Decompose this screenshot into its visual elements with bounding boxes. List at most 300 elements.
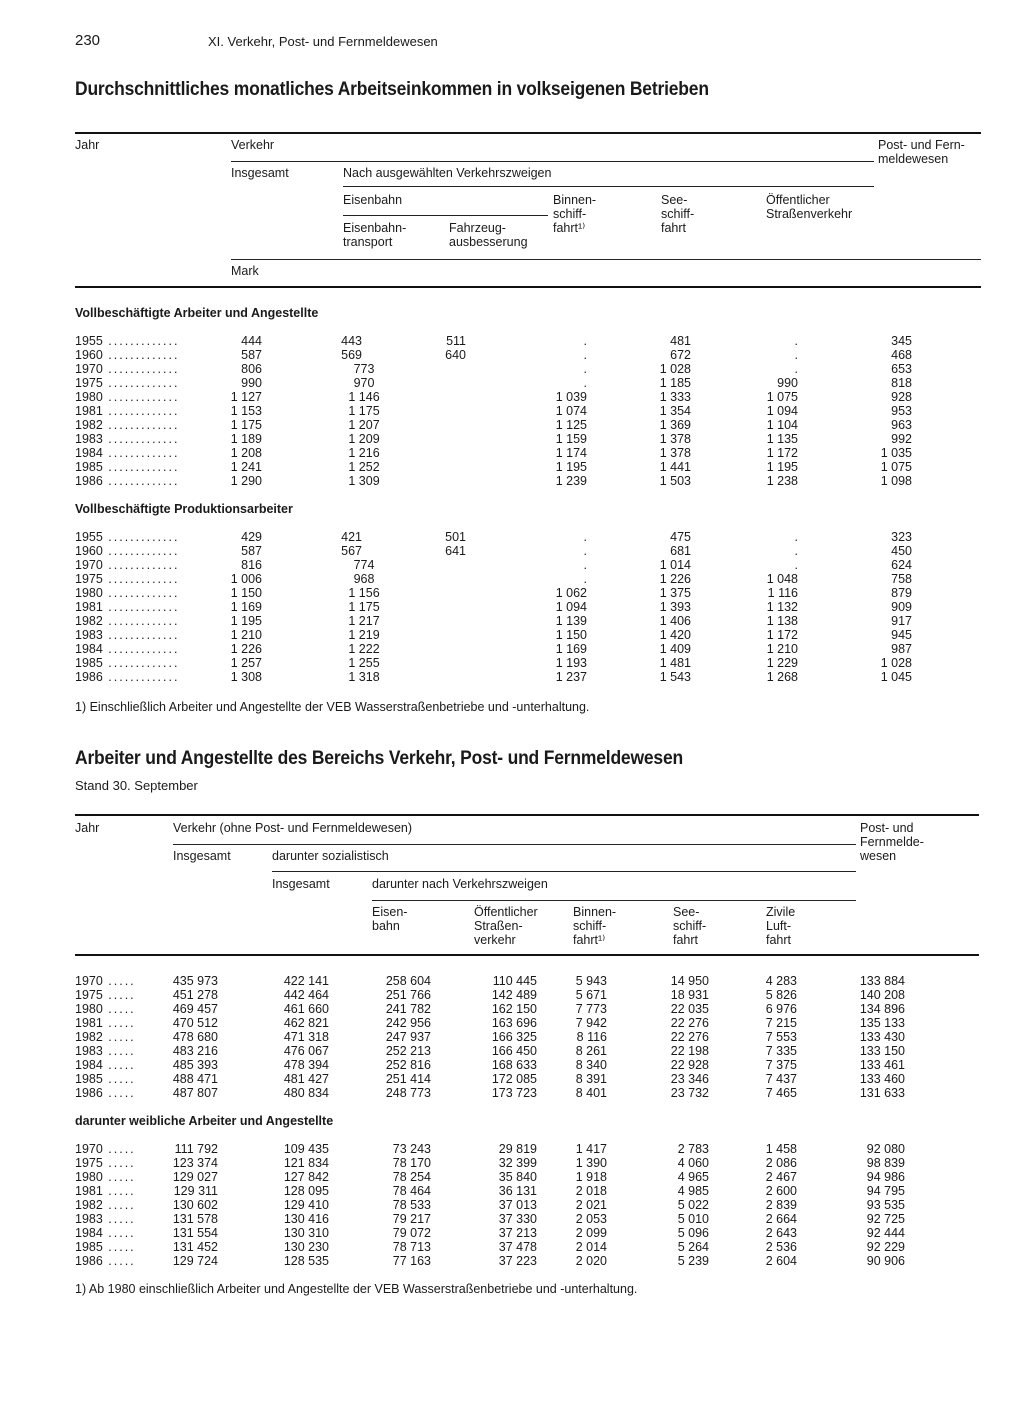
post-fernmelde-cell: 345 <box>891 334 912 348</box>
year-cell: 1981 ............. <box>75 600 180 614</box>
t1-rule-nach <box>343 186 874 187</box>
seeschiffahrt-cell: 4 985 <box>677 1184 709 1198</box>
seeschiffahrt-cell: 23 732 <box>670 1086 709 1100</box>
table-row <box>75 404 912 418</box>
insgesamt-cell: 1 226 <box>230 642 262 656</box>
strassenverkehr-cell: 1 238 <box>766 474 798 488</box>
post-fernmelde-cell: 133 461 <box>859 1058 905 1072</box>
strassenverkehr-cell: 32 399 <box>498 1156 537 1170</box>
leader-dots: ............. <box>102 362 180 376</box>
insgesamt-cell: 131 554 <box>172 1226 218 1240</box>
eisenbahn-merged-cell: 1 255 <box>348 656 380 670</box>
strassenverkehr-cell: 166 325 <box>491 1030 537 1044</box>
table-row <box>75 446 912 460</box>
binnenschiffahrt-cell: 1 918 <box>575 1170 607 1184</box>
insgesamt-cell: 444 <box>241 334 262 348</box>
eisenbahn-merged-cell: 774 <box>353 558 375 572</box>
seeschiffahrt-cell: 4 060 <box>677 1156 709 1170</box>
table-row <box>75 432 912 446</box>
eisenbahn-merged-cell: 1 146 <box>348 390 380 404</box>
eisenbahn-merged-cell: 968 <box>353 572 375 586</box>
post-fernmelde-cell: 468 <box>891 348 912 362</box>
post-fernmelde-cell: 94 986 <box>866 1170 905 1184</box>
seeschiffahrt-cell: 1 406 <box>659 614 691 628</box>
eisenbahn-merged-cell: 1 216 <box>348 446 380 460</box>
t1-head-insgesamt: Insgesamt <box>231 166 289 180</box>
binnenschiffahrt-cell: 8 116 <box>576 1030 607 1044</box>
year-cell: 1983 ............. <box>75 628 180 642</box>
seeschiffahrt-cell: 1 028 <box>659 362 691 376</box>
sozialistisch-cell: 442 464 <box>283 988 329 1002</box>
seeschiffahrt-cell: 1 333 <box>659 390 691 404</box>
table-row <box>75 1226 905 1240</box>
post-fernmelde-cell: 92 444 <box>866 1226 905 1240</box>
post-fernmelde-cell: 135 133 <box>859 1016 905 1030</box>
table-row <box>75 656 912 670</box>
leader-dots: ............. <box>102 586 180 600</box>
seeschiffahrt-cell: 22 276 <box>670 1016 709 1030</box>
post-fernmelde-cell: 140 208 <box>859 988 905 1002</box>
leader-dots: ............. <box>102 474 180 488</box>
t1-header-bottom-rule <box>75 286 981 288</box>
binnenschiffahrt-cell: 1 139 <box>555 614 587 628</box>
leader-dots: ..... <box>102 1170 136 1184</box>
eisenbahn-merged-cell: 1 207 <box>348 418 380 432</box>
leader-dots: ..... <box>102 1086 136 1100</box>
insgesamt-cell: 1 308 <box>230 670 262 684</box>
year-cell: 1986 ..... <box>75 1086 136 1100</box>
post-fernmelde-cell: 758 <box>891 572 912 586</box>
leader-dots: ............. <box>102 348 180 362</box>
insgesamt-cell: 1 257 <box>230 656 262 670</box>
t2-section-label: darunter weibliche Arbeiter und Angestellte <box>75 1114 334 1128</box>
leader-dots: ............. <box>102 376 180 390</box>
leader-dots: ..... <box>102 988 136 1002</box>
leader-dots: ............. <box>102 544 180 558</box>
insgesamt-cell: 435 973 <box>172 974 218 988</box>
eisenbahn-cell: 73 243 <box>392 1142 431 1156</box>
eisenbahn-merged-cell: 1 222 <box>348 642 380 656</box>
table-row <box>75 376 912 390</box>
year-cell: 1970 ............. <box>75 558 180 572</box>
strassenverkehr-cell: 1 132 <box>766 600 798 614</box>
post-fernmelde-cell: 879 <box>891 586 912 600</box>
year-cell: 1970 ..... <box>75 1142 136 1156</box>
year-cell: 1984 ..... <box>75 1058 136 1072</box>
year-cell: 1986 ............. <box>75 670 180 684</box>
t2-head-see: See- schiff- fahrt <box>673 905 707 947</box>
year-cell: 1981 ..... <box>75 1016 136 1030</box>
t1-data-table <box>75 334 912 488</box>
seeschiffahrt-cell: 22 198 <box>670 1044 709 1058</box>
sozialistisch-cell: 422 141 <box>283 974 329 988</box>
strassenverkehr-cell: 37 223 <box>498 1254 537 1268</box>
post-fernmelde-cell: 945 <box>891 628 912 642</box>
binnenschiffahrt-cell: . <box>583 376 587 390</box>
binnenschiffahrt-cell: 1 094 <box>555 600 587 614</box>
t2-header-bottom-rule <box>75 954 979 956</box>
strassenverkehr-cell: 29 819 <box>498 1142 537 1156</box>
t1-head-nach: Nach ausgewählten Verkehrszweigen <box>343 166 552 180</box>
post-fernmelde-cell: 133 884 <box>859 974 905 988</box>
post-fernmelde-cell: 1 045 <box>880 670 912 684</box>
insgesamt-cell: 470 512 <box>172 1016 218 1030</box>
seeschiffahrt-cell: 5 022 <box>677 1198 709 1212</box>
leader-dots: ............. <box>102 334 180 348</box>
strassenverkehr-cell: 110 445 <box>492 974 537 988</box>
insgesamt-cell: 1 195 <box>230 614 262 628</box>
strassenverkehr-cell: 1 268 <box>766 670 798 684</box>
t1-rule-eisenbahn <box>343 215 548 216</box>
t2-head-eisenbahn: Eisen- bahn <box>372 905 408 933</box>
binnenschiffahrt-cell: 1 159 <box>555 432 587 446</box>
eisenbahn-cell: 248 773 <box>385 1086 431 1100</box>
table-row <box>75 474 912 488</box>
luftfahrt-cell: 7 465 <box>765 1086 797 1100</box>
luftfahrt-cell: 2 839 <box>765 1198 797 1212</box>
table2-title: Arbeiter und Angestellte des Bereichs Verkehr, Post- und Fernmeldewesen <box>75 748 683 769</box>
table-row <box>75 362 912 376</box>
insgesamt-cell: 129 311 <box>173 1184 218 1198</box>
strassenverkehr-cell: 1 172 <box>766 446 798 460</box>
year-cell: 1981 ..... <box>75 1184 136 1198</box>
binnenschiffahrt-cell: 8 261 <box>575 1044 607 1058</box>
t2-head-luft: Zivile Luft- fahrt <box>766 905 796 947</box>
post-fernmelde-cell: 133 430 <box>859 1030 905 1044</box>
insgesamt-cell: 1 290 <box>230 474 262 488</box>
strassenverkehr-cell: 1 229 <box>766 656 798 670</box>
luftfahrt-cell: 7 335 <box>765 1044 797 1058</box>
eisenbahn-cell: 78 713 <box>392 1240 431 1254</box>
eisenbahn-merged-cell: 970 <box>353 376 375 390</box>
table-row <box>75 670 912 684</box>
post-fernmelde-cell: 94 795 <box>866 1184 905 1198</box>
table1-title: Durchschnittliches monatliches Arbeitseinkommen in volkseigenen Betrieben <box>75 79 709 100</box>
post-fernmelde-cell: 928 <box>891 390 912 404</box>
insgesamt-cell: 1 189 <box>230 432 262 446</box>
year-cell: 1970 ............. <box>75 362 180 376</box>
year-cell: 1981 ............. <box>75 404 180 418</box>
insgesamt-cell: 130 602 <box>172 1198 218 1212</box>
post-fernmelde-cell: 323 <box>891 530 912 544</box>
binnenschiffahrt-cell: . <box>583 334 587 348</box>
table-row <box>75 600 912 614</box>
year-cell: 1970 ..... <box>75 974 136 988</box>
seeschiffahrt-cell: 23 346 <box>670 1072 709 1086</box>
binnenschiffahrt-cell: 1 239 <box>555 474 587 488</box>
seeschiffahrt-cell: 1 375 <box>659 586 691 600</box>
strassenverkehr-cell: . <box>794 362 798 376</box>
seeschiffahrt-cell: 1 378 <box>659 446 691 460</box>
year-cell: 1975 ............. <box>75 572 180 586</box>
post-fernmelde-cell: 131 633 <box>859 1086 905 1100</box>
post-fernmelde-cell: 818 <box>891 376 912 390</box>
year-cell: 1985 ..... <box>75 1240 136 1254</box>
table-row <box>75 460 912 474</box>
t1-data-table <box>75 530 912 684</box>
eisenbahn-merged-cell: 1 175 <box>348 600 380 614</box>
eisenbahn-merged-cell: 1 219 <box>348 628 380 642</box>
luftfahrt-cell: 2 086 <box>765 1156 797 1170</box>
year-cell: 1984 ............. <box>75 642 180 656</box>
sozialistisch-cell: 129 410 <box>283 1198 329 1212</box>
insgesamt-cell: 587 <box>241 348 262 362</box>
post-fernmelde-cell: 93 535 <box>866 1198 905 1212</box>
table1-top-rule <box>75 132 981 134</box>
binnenschiffahrt-cell: 5 671 <box>575 988 607 1002</box>
seeschiffahrt-cell: 18 931 <box>670 988 709 1002</box>
t1-section-label: Vollbeschäftigte Produktionsarbeiter <box>75 502 293 516</box>
table-row <box>75 1212 905 1226</box>
leader-dots: ..... <box>102 1226 136 1240</box>
eisenbahn-cell: 251 766 <box>385 988 431 1002</box>
strassenverkehr-cell: 37 213 <box>498 1226 537 1240</box>
eisenbahn-cell: 242 956 <box>385 1016 431 1030</box>
eisenbahn-merged-cell: 773 <box>353 362 375 376</box>
post-fernmelde-cell: 653 <box>891 362 912 376</box>
binnenschiffahrt-cell: . <box>583 544 587 558</box>
t2-rule-soz <box>272 871 856 872</box>
leader-dots: ..... <box>102 1030 136 1044</box>
seeschiffahrt-cell: 22 035 <box>670 1002 709 1016</box>
seeschiffahrt-cell: 1 185 <box>659 376 691 390</box>
table-row <box>75 390 912 404</box>
sozialistisch-cell: 478 394 <box>283 1058 329 1072</box>
table-row <box>75 558 912 572</box>
t2-head-jahr: Jahr <box>75 821 100 835</box>
insgesamt-cell: 1 169 <box>230 600 262 614</box>
post-fernmelde-cell: 90 906 <box>866 1254 905 1268</box>
table-row <box>75 572 912 586</box>
table-row <box>75 1254 905 1268</box>
seeschiffahrt-cell: 5 096 <box>677 1226 709 1240</box>
binnenschiffahrt-cell: 1 417 <box>575 1142 607 1156</box>
t2-head-insgesamt2: Insgesamt <box>272 877 330 891</box>
sozialistisch-cell: 130 416 <box>283 1212 329 1226</box>
table-row <box>75 1002 905 1016</box>
sozialistisch-cell: 121 834 <box>283 1156 329 1170</box>
strassenverkehr-cell: 1 116 <box>767 586 798 600</box>
leader-dots: ............. <box>102 614 180 628</box>
sozialistisch-cell: 128 535 <box>283 1254 329 1268</box>
leader-dots: ..... <box>102 1044 136 1058</box>
eisenbahntransport-cell: 569 <box>341 348 362 362</box>
sozialistisch-cell: 480 834 <box>283 1086 329 1100</box>
luftfahrt-cell: 2 604 <box>765 1254 797 1268</box>
luftfahrt-cell: 2 536 <box>765 1240 797 1254</box>
insgesamt-cell: 1 210 <box>230 628 262 642</box>
post-fernmelde-cell: 92 725 <box>866 1212 905 1226</box>
leader-dots: ............. <box>102 642 180 656</box>
eisenbahn-cell: 241 782 <box>385 1002 431 1016</box>
binnenschiffahrt-cell: 1 074 <box>555 404 587 418</box>
insgesamt-cell: 816 <box>241 558 262 572</box>
insgesamt-cell: 451 278 <box>172 988 218 1002</box>
post-fernmelde-cell: 92 229 <box>866 1240 905 1254</box>
eisenbahn-cell: 252 213 <box>385 1044 431 1058</box>
binnenschiffahrt-cell: 2 053 <box>575 1212 607 1226</box>
luftfahrt-cell: 2 664 <box>765 1212 797 1226</box>
t1-footnote: 1) Einschließlich Arbeiter und Angestellte der VEB Wasserstraßenbetriebe und -unterhaltung. <box>75 700 590 714</box>
sozialistisch-cell: 461 660 <box>283 1002 329 1016</box>
binnenschiffahrt-cell: 5 943 <box>575 974 607 988</box>
table-row <box>75 988 905 1002</box>
seeschiffahrt-cell: 14 950 <box>670 974 709 988</box>
t2-head-verkehr: Verkehr (ohne Post- und Fernmeldewesen) <box>173 821 413 835</box>
seeschiffahrt-cell: 22 276 <box>670 1030 709 1044</box>
t1-head-post: Post- und Fern- meldewesen <box>878 138 965 166</box>
seeschiffahrt-cell: 1 378 <box>659 432 691 446</box>
seeschiffahrt-cell: 4 965 <box>677 1170 709 1184</box>
post-fernmelde-cell: 133 150 <box>859 1044 905 1058</box>
fahrzeugausbesserung-cell: 501 <box>445 530 466 544</box>
eisenbahn-merged-cell: 1 309 <box>348 474 380 488</box>
leader-dots: ..... <box>102 1198 136 1212</box>
post-fernmelde-cell: 917 <box>891 614 912 628</box>
leader-dots: ............. <box>102 656 180 670</box>
insgesamt-cell: 990 <box>241 376 262 390</box>
insgesamt-cell: 469 457 <box>172 1002 218 1016</box>
table2-top-rule <box>75 814 979 816</box>
strassenverkehr-cell: . <box>794 544 798 558</box>
eisenbahntransport-cell: 567 <box>341 544 362 558</box>
strassenverkehr-cell: 166 450 <box>491 1044 537 1058</box>
eisenbahn-merged-cell: 1 175 <box>348 404 380 418</box>
insgesamt-cell: 129 724 <box>172 1254 218 1268</box>
leader-dots: ............. <box>102 446 180 460</box>
chapter-heading: XI. Verkehr, Post- und Fernmeldewesen <box>208 34 438 49</box>
binnenschiffahrt-cell: 1 390 <box>575 1156 607 1170</box>
post-fernmelde-cell: 987 <box>891 642 912 656</box>
luftfahrt-cell: 2 600 <box>765 1184 797 1198</box>
t2-head-insgesamt: Insgesamt <box>173 849 231 863</box>
strassenverkehr-cell: 1 135 <box>766 432 798 446</box>
year-cell: 1980 ............. <box>75 586 180 600</box>
eisenbahntransport-cell: 421 <box>341 530 362 544</box>
binnenschiffahrt-cell: 8 401 <box>575 1086 607 1100</box>
eisenbahn-merged-cell: 1 318 <box>348 670 380 684</box>
strassenverkehr-cell: 1 075 <box>766 390 798 404</box>
t1-head-eisenbahntransport: Eisenbahn- transport <box>343 221 407 249</box>
strassenverkehr-cell: . <box>794 530 798 544</box>
t2-data-table <box>75 1142 905 1268</box>
binnenschiffahrt-cell: 8 391 <box>575 1072 607 1086</box>
seeschiffahrt-cell: 1 226 <box>659 572 691 586</box>
year-cell: 1982 ..... <box>75 1198 136 1212</box>
sozialistisch-cell: 481 427 <box>283 1072 329 1086</box>
post-fernmelde-cell: 953 <box>891 404 912 418</box>
eisenbahntransport-cell: 443 <box>341 334 362 348</box>
table-row <box>75 614 912 628</box>
seeschiffahrt-cell: 475 <box>670 530 691 544</box>
t1-rule-verkehr <box>231 161 874 162</box>
insgesamt-cell: 488 471 <box>172 1072 218 1086</box>
seeschiffahrt-cell: 2 783 <box>677 1142 709 1156</box>
t1-head-fahrzeug: Fahrzeug- ausbesserung <box>449 221 528 249</box>
post-fernmelde-cell: 134 896 <box>859 1002 905 1016</box>
t1-head-eisenbahn: Eisenbahn <box>343 193 403 207</box>
binnenschiffahrt-cell: 1 174 <box>555 446 587 460</box>
eisenbahn-cell: 78 170 <box>392 1156 431 1170</box>
seeschiffahrt-cell: 1 543 <box>659 670 691 684</box>
table-row <box>75 1044 905 1058</box>
table-row <box>75 1156 905 1170</box>
strassenverkehr-cell: 35 840 <box>498 1170 537 1184</box>
strassenverkehr-cell: 172 085 <box>491 1072 537 1086</box>
t2-head-oeff: Öffentlicher Straßen- verkehr <box>474 905 538 947</box>
binnenschiffahrt-cell: 1 039 <box>555 390 587 404</box>
post-fernmelde-cell: 909 <box>891 600 912 614</box>
binnenschiffahrt-cell: . <box>583 558 587 572</box>
leader-dots: ..... <box>102 1016 136 1030</box>
table-row <box>75 418 912 432</box>
table-row <box>75 974 905 988</box>
strassenverkehr-cell: 37 013 <box>498 1198 537 1212</box>
table-row <box>75 586 912 600</box>
post-fernmelde-cell: 1 028 <box>880 656 912 670</box>
t2-head-binnen: Binnen- schiff- fahrt¹⁾ <box>573 905 617 947</box>
insgesamt-cell: 1 153 <box>230 404 262 418</box>
sozialistisch-cell: 462 821 <box>283 1016 329 1030</box>
insgesamt-cell: 1 006 <box>230 572 262 586</box>
strassenverkehr-cell: 36 131 <box>498 1184 537 1198</box>
eisenbahn-cell: 77 163 <box>392 1254 431 1268</box>
insgesamt-cell: 129 027 <box>172 1170 218 1184</box>
year-cell: 1984 ..... <box>75 1226 136 1240</box>
insgesamt-cell: 1 241 <box>230 460 262 474</box>
luftfahrt-cell: 6 976 <box>765 1002 797 1016</box>
leader-dots: ..... <box>102 1184 136 1198</box>
t2-head-darunter-zweig: darunter nach Verkehrszweigen <box>372 877 548 891</box>
year-cell: 1982 ............. <box>75 418 180 432</box>
luftfahrt-cell: 2 643 <box>765 1226 797 1240</box>
table-row <box>75 1240 905 1254</box>
table-row <box>75 1170 905 1184</box>
year-cell: 1980 ..... <box>75 1170 136 1184</box>
eisenbahn-merged-cell: 1 252 <box>348 460 380 474</box>
post-fernmelde-cell: 992 <box>891 432 912 446</box>
insgesamt-cell: 485 393 <box>172 1058 218 1072</box>
eisenbahn-cell: 78 464 <box>392 1184 431 1198</box>
insgesamt-cell: 1 150 <box>230 586 262 600</box>
seeschiffahrt-cell: 672 <box>670 348 691 362</box>
table-row <box>75 1072 905 1086</box>
binnenschiffahrt-cell: 2 014 <box>575 1240 607 1254</box>
fahrzeugausbesserung-cell: 511 <box>446 334 466 348</box>
year-cell: 1985 ............. <box>75 460 180 474</box>
insgesamt-cell: 483 216 <box>172 1044 218 1058</box>
sozialistisch-cell: 130 230 <box>283 1240 329 1254</box>
t2-footnote: 1) Ab 1980 einschließlich Arbeiter und Angestellte der VEB Wasserstraßenbetriebe und -unterhaltung. <box>75 1282 638 1296</box>
strassenverkehr-cell: 1 138 <box>766 614 798 628</box>
leader-dots: ............. <box>102 558 180 572</box>
table-row <box>75 628 912 642</box>
leader-dots: ..... <box>102 1058 136 1072</box>
binnenschiffahrt-cell: 1 237 <box>555 670 587 684</box>
strassenverkehr-cell: 168 633 <box>491 1058 537 1072</box>
sozialistisch-cell: 128 095 <box>283 1184 329 1198</box>
insgesamt-cell: 123 374 <box>172 1156 218 1170</box>
binnenschiffahrt-cell: 1 125 <box>555 418 587 432</box>
table-row <box>75 334 912 348</box>
binnenschiffahrt-cell: . <box>583 530 587 544</box>
seeschiffahrt-cell: 1 014 <box>659 558 691 572</box>
binnenschiffahrt-cell: 1 150 <box>555 628 587 642</box>
seeschiffahrt-cell: 5 239 <box>677 1254 709 1268</box>
t1-section-label: Vollbeschäftigte Arbeiter und Angestellte <box>75 306 319 320</box>
luftfahrt-cell: 7 553 <box>765 1030 797 1044</box>
strassenverkehr-cell: 162 150 <box>491 1002 537 1016</box>
